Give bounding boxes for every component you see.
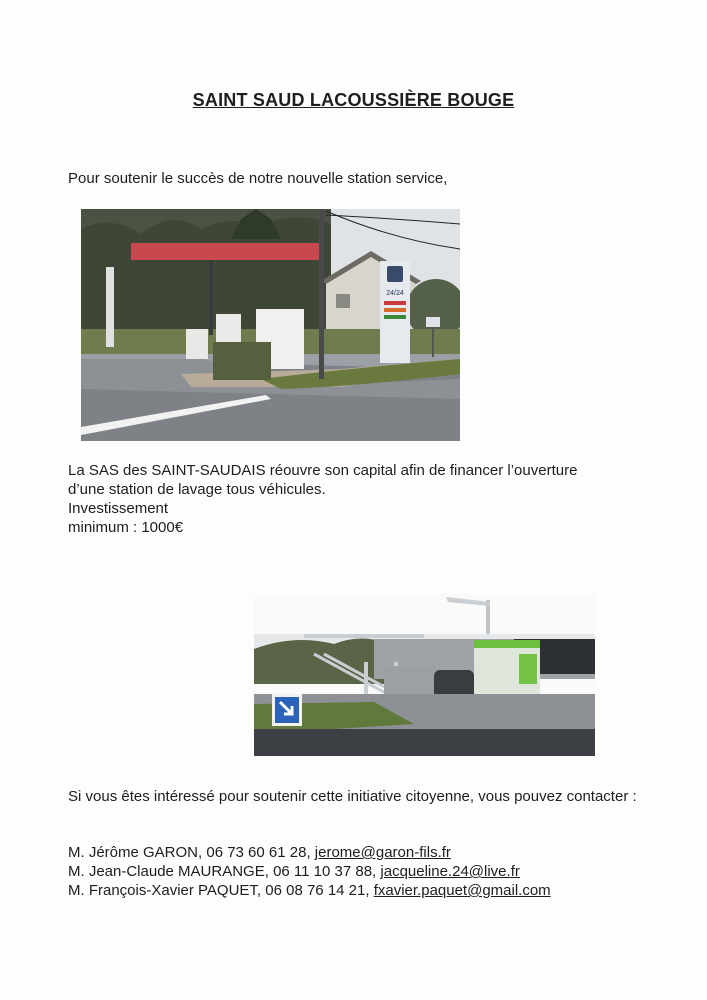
contact-email-link[interactable]: jacqueline.24@live.fr xyxy=(380,863,520,880)
car-wash-photo xyxy=(254,594,595,756)
paragraph-line-1: La SAS des SAINT-SAUDAIS réouvre son capital afin de financer l’ouverture xyxy=(68,462,578,479)
contact-name-phone: M. Jérôme GARON, 06 73 60 61 28, xyxy=(68,844,315,861)
paragraph-line-3: Investissement xyxy=(68,500,169,517)
investment-paragraph xyxy=(68,461,658,537)
contact-row xyxy=(68,843,551,862)
fuel-station-photo xyxy=(81,209,460,441)
contact-name-phone: M. François-Xavier PAQUET, 06 08 76 14 21, xyxy=(68,882,374,899)
contact-list xyxy=(68,843,551,900)
paragraph-line-2: d’une station de lavage tous véhicules. xyxy=(68,481,326,498)
price-sign-label: 24/24 xyxy=(386,290,404,297)
contact-name-phone: M. Jean-Claude MAURANGE, 06 11 10 37 88, xyxy=(68,863,381,880)
intro-text: Pour soutenir le succès de notre nouvelle station service, xyxy=(68,170,448,187)
paragraph-line-4: minimum : 1000€ xyxy=(68,519,184,536)
contact-intro-text: Si vous êtes intéressé pour soutenir cette initiative citoyenne, vous pouvez contacter : xyxy=(68,788,637,805)
contact-email-link[interactable]: jerome@garon-fils.fr xyxy=(314,844,451,861)
page-title: SAINT SAUD LACOUSSIÈRE BOUGE xyxy=(192,90,515,110)
contact-row xyxy=(68,881,551,900)
contact-email-link[interactable]: fxavier.paquet@gmail.com xyxy=(373,882,551,899)
contact-row xyxy=(68,862,551,881)
